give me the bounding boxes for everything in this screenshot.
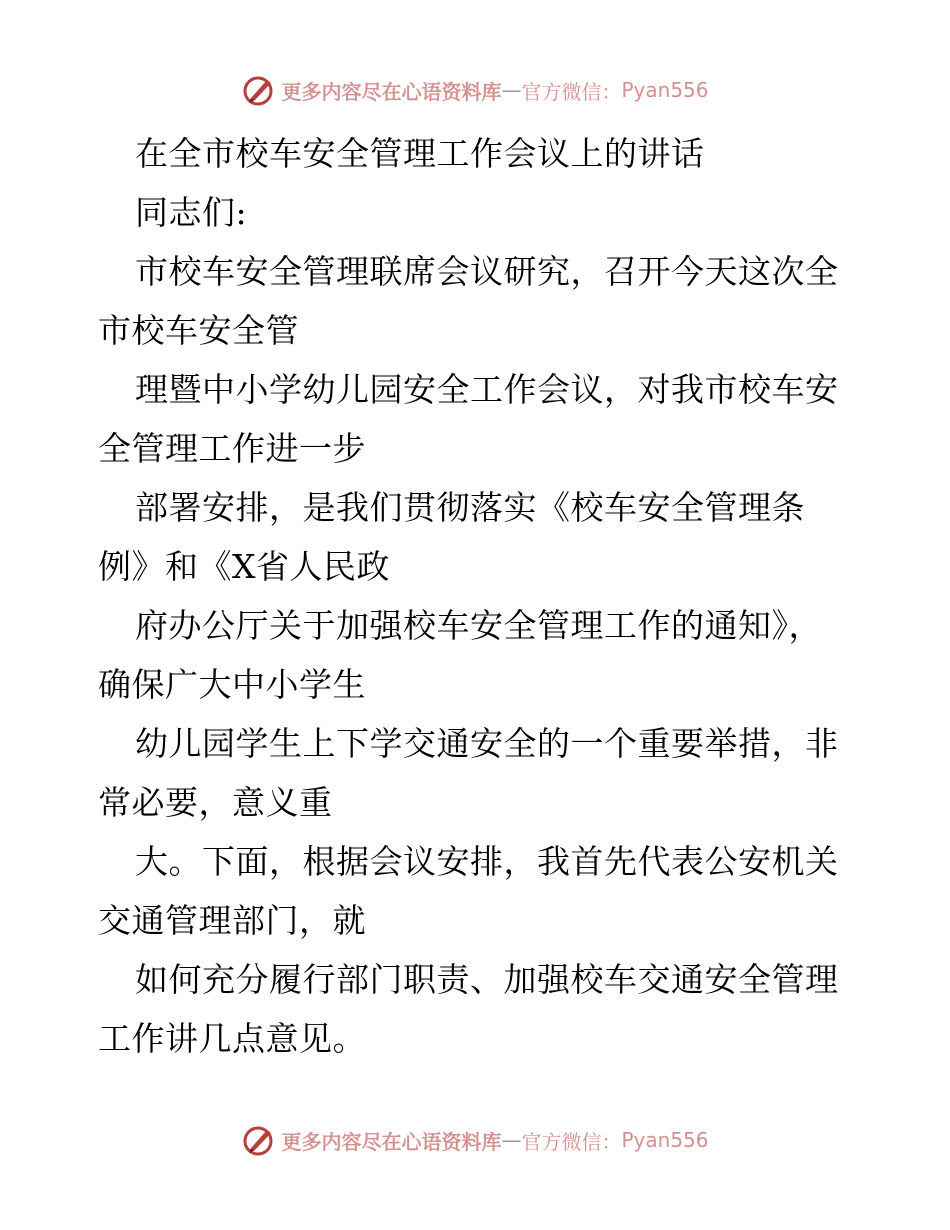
header-banner xyxy=(0,70,950,110)
paragraph-line: 常必要，意义重 xyxy=(98,783,333,822)
banner-brand: 更多内容尽在心语资料库 xyxy=(281,79,502,104)
paragraph-line: 如何充分履行部门职责、加强校车交通安全管理 xyxy=(135,960,839,999)
banner-separator: — xyxy=(501,78,522,102)
paragraph-line: 府办公厅关于加强校车安全管理工作的通知》， xyxy=(135,606,822,645)
banner-official: 官方微信： xyxy=(521,79,622,104)
paragraph-line: 工作讲几点意见。 xyxy=(98,1019,366,1058)
paragraph-line: 市校车安全管理联席会议研究，召开今天这次全 xyxy=(135,252,839,291)
salutation: 同志们: xyxy=(135,193,248,232)
footer-banner xyxy=(0,1120,950,1160)
paragraph-line: 理暨中小学幼儿园安全工作会议，对我市校车安 xyxy=(135,370,839,409)
paragraph-line: 幼儿园学生上下学交通安全的一个重要举措，非 xyxy=(135,724,839,763)
paragraph-line: 交通管理部门，就 xyxy=(98,901,366,940)
paragraph-line: 市校车安全管 xyxy=(98,311,299,350)
banner-separator: — xyxy=(501,1128,522,1152)
document-body xyxy=(98,124,858,1068)
pen-circle-logo-icon xyxy=(241,72,277,108)
document-title: 在全市校车安全管理工作会议上的讲话 xyxy=(135,134,705,173)
banner-wechat-id: Pyan556 xyxy=(621,1128,709,1152)
paragraph-line: 全管理工作进一步 xyxy=(98,429,366,468)
banner-wechat-id: Pyan556 xyxy=(621,78,709,102)
banner-official: 官方微信： xyxy=(521,1129,622,1154)
paragraph-line: 部署安排，是我们贯彻落实《校车安全管理条 xyxy=(135,488,805,527)
pen-circle-logo-icon xyxy=(241,1122,277,1158)
paragraph-line: 大。下面，根据会议安排，我首先代表公安机关 xyxy=(135,842,839,881)
paragraph-line: 例》和《X省人民政 xyxy=(98,547,390,586)
paragraph-line: 确保广大中小学生 xyxy=(98,665,366,704)
banner-brand: 更多内容尽在心语资料库 xyxy=(281,1129,502,1154)
